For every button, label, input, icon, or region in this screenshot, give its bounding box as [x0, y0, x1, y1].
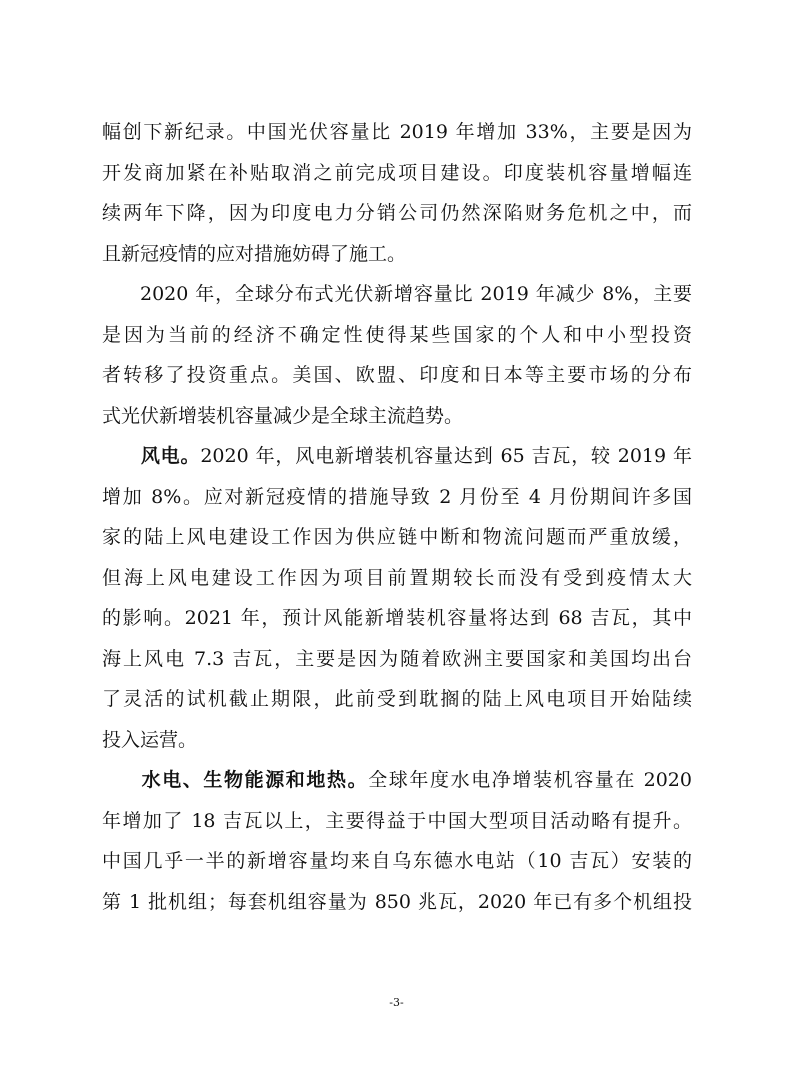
line-text: 全球年度水电净增装机容量在 2020	[368, 769, 692, 791]
text-line: 家的陆上风电建设工作因为供应链中断和物流问题而严重放缓，	[102, 526, 692, 548]
text-line: 者转移了投资重点。美国、欧盟、印度和日本等主要市场的分布	[102, 364, 692, 386]
line-text: 2020 年，风电新增装机容量达到 65 吉瓦，较 2019 年	[200, 445, 692, 467]
text-line: 续两年下降，因为印度电力分销公司仍然深陷财务危机之中，而	[102, 202, 692, 224]
text-line: 且新冠疫情的应对措施妨碍了施工。	[102, 242, 407, 265]
text-line: 但海上风电建设工作因为项目前置期较长而没有受到疫情太大	[102, 566, 692, 589]
paragraph-distributed-solar	[102, 274, 692, 436]
text-line: 中国几乎一半的新增容量均来自乌东德水电站（10 吉瓦）安装的	[102, 850, 692, 872]
text-line: 了灵活的试机截止期限，此前受到耽搁的陆上风电项目开始陆续	[102, 688, 692, 710]
page-number: -3-	[389, 996, 404, 1009]
text-line: 第 1 批机组；每套机组容量为 850 兆瓦，2020 年已有多个机组投	[102, 890, 692, 913]
text-line	[102, 760, 692, 801]
text-line: 是因为当前的经济不确定性使得某些国家的个人和中小型投资	[102, 323, 692, 346]
text-line: 幅创下新纪录。中国光伏容量比 2019 年增加 33%，主要是因为	[102, 121, 692, 143]
text-line: 年增加了 18 吉瓦以上，主要得益于中国大型项目活动略有提升。	[102, 809, 692, 832]
line-text: 2020 年，全球分布式光伏新增容量比 2019 年减少 8%，主要	[140, 283, 692, 305]
section-heading-wind: 风电。	[140, 445, 201, 467]
paragraph-solar-china-india	[102, 112, 692, 274]
text-line: 式光伏新增装机容量减少是全球主流趋势。	[102, 404, 464, 427]
text-line	[102, 274, 692, 315]
text-line: 海上风电 7.3 吉瓦，主要是因为随着欧洲主要国家和美国均出台	[102, 647, 692, 670]
document-body	[102, 112, 692, 922]
section-heading-hydro: 水电、生物能源和地热。	[140, 769, 369, 791]
text-line: 增加 8%。应对新冠疫情的措施导致 2 月份至 4 月份期间许多国	[102, 485, 692, 508]
text-line: 开发商加紧在补贴取消之前完成项目建设。印度装机容量增幅连	[102, 161, 692, 184]
text-line: 的影响。2021 年，预计风能新增装机容量将达到 68 吉瓦，其中	[102, 607, 692, 629]
text-line	[102, 436, 692, 477]
paragraph-wind	[102, 436, 692, 760]
paragraph-hydro-bio-geothermal	[102, 760, 692, 922]
text-line: 投入运营。	[102, 728, 198, 751]
